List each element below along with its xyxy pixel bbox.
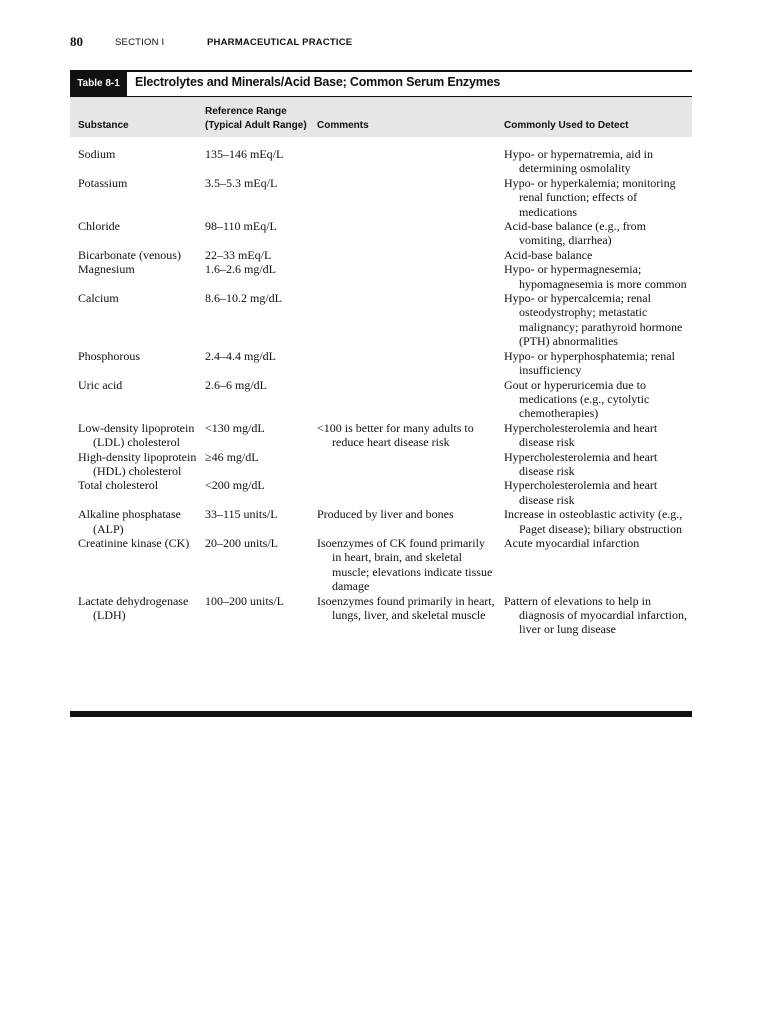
cell-comments (310, 291, 497, 349)
cell-comments (310, 378, 497, 421)
table-row (70, 147, 692, 176)
cell-comments (310, 219, 497, 248)
cell-substance: Total cholesterol (78, 478, 159, 493)
column-header-detect: Commonly Used to Detect (504, 120, 629, 131)
cell-substance: Sodium (78, 147, 116, 161)
cell-detect: Hypercholesterolemia and heart disease risk (504, 449, 658, 478)
cell-reference-range: 1.6–2.6 mg/dL (205, 262, 276, 277)
cell-detect: Hypercholesterolemia and heart disease risk (504, 420, 658, 450)
cell-reference-range: 8.6–10.2 mg/dL (205, 291, 282, 306)
cell-substance: Phosphorous (78, 348, 141, 363)
cell-reference-range: 22–33 mEq/L (205, 247, 272, 262)
cell-comments (310, 349, 497, 378)
cell-reference-range: 98–110 mEq/L (205, 219, 277, 234)
table-body (70, 147, 692, 637)
cell-comments (310, 478, 497, 507)
column-header-substance: Substance (78, 120, 129, 131)
table-row (70, 421, 692, 450)
cell-substance: Creatinine kinase (CK) (78, 535, 190, 550)
cell-reference-range: 3.5–5.3 mEq/L (205, 175, 278, 190)
table-row (70, 536, 692, 594)
table-caption (70, 72, 692, 97)
cell-comments: <100 is better for many adults to reduce heart disease risk (317, 420, 474, 450)
table-number: Table 8-1 (70, 72, 127, 96)
cell-detect: Gout or hyperuricemia due to medications (e.g., cytolytic chemotherapies) (504, 377, 650, 421)
cell-comments (310, 248, 497, 262)
table-row (70, 450, 692, 479)
table-row (70, 378, 692, 421)
section-title: PHARMACEUTICAL PRACTICE (207, 37, 353, 48)
table-header-row (70, 97, 692, 137)
column-header-comments: Comments (317, 120, 369, 131)
cell-detect: Hypo- or hyperphosphatemia; renal insufficiency (504, 348, 675, 378)
table-row (70, 349, 692, 378)
cell-reference-range: 2.6–6 mg/dL (205, 377, 267, 392)
cell-substance: Calcium (78, 291, 119, 306)
cell-substance: Bicarbonate (venous) (78, 247, 181, 262)
cell-reference-range: 2.4–4.4 mg/dL (205, 348, 276, 363)
cell-detect: Acid-base balance (e.g., from vomiting, diarrhea) (504, 219, 646, 248)
cell-reference-range: <200 mg/dL (205, 478, 265, 493)
cell-detect: Increase in osteoblastic activity (e.g., Paget disease); biliary obstruction (504, 507, 683, 536)
cell-detect: Acid-base balance (504, 247, 593, 262)
cell-comments: Isoenzymes of CK found primarily in heart, brain, and skeletal muscle; elevations indicate tissue damage (317, 535, 493, 594)
cell-detect: Acute myocardial infarction (504, 535, 640, 550)
cell-substance: Potassium (78, 175, 128, 190)
section-label: SECTION I (115, 37, 165, 48)
cell-substance: High-density lipoprotein (HDL) cholesterol (78, 449, 197, 478)
table-row (70, 594, 692, 637)
cell-substance: Low-density lipoprotein (LDL) cholesterol (78, 420, 195, 450)
cell-comments: Produced by liver and bones (317, 507, 454, 522)
cell-substance: Magnesium (78, 262, 135, 277)
cell-detect: Pattern of elevations to help in diagnosis of myocardial infarction, liver or lung disease (504, 593, 687, 637)
cell-substance: Alkaline phosphatase (ALP) (78, 507, 181, 536)
cell-reference-range: 100–200 units/L (205, 593, 285, 608)
cell-detect: Hypo- or hyperkalemia; monitoring renal function; effects of medications (504, 175, 676, 219)
cell-detect: Hypo- or hypercalcemia; renal osteodystrophy; metastatic malignancy; parathyroid hormone (PTH) abnormalities (504, 291, 683, 349)
cell-comments (310, 450, 497, 479)
table-title: Electrolytes and Minerals/Acid Base; Common Serum Enzymes (135, 75, 501, 89)
running-head (70, 34, 692, 52)
cell-comments (310, 147, 497, 176)
cell-substance: Uric acid (78, 377, 123, 392)
cell-detect: Hypo- or hypermagnesemia; hypomagnesemia is more common (504, 262, 687, 291)
cell-substance: Lactate dehydrogenase (LDH) (78, 593, 189, 622)
cell-substance: Chloride (78, 219, 120, 234)
table-bottom-rule (70, 711, 692, 717)
cell-reference-range: 135–146 mEq/L (205, 147, 284, 161)
table-row (70, 507, 692, 536)
table-row (70, 291, 692, 349)
cell-comments (310, 262, 497, 291)
table-row (70, 219, 692, 248)
cell-comments (310, 176, 497, 219)
cell-detect: Hypercholesterolemia and heart disease risk (504, 478, 658, 507)
cell-comments: Isoenzymes found primarily in heart, lungs, liver, and skeletal muscle (317, 593, 495, 622)
table-row (70, 478, 692, 507)
cell-reference-range: 20–200 units/L (205, 535, 279, 550)
cell-reference-range: ≥46 mg/dL (205, 449, 259, 464)
cell-detect: Hypo- or hypernatremia, aid in determining osmolality (504, 147, 653, 176)
table-row (70, 248, 692, 262)
column-header-reference-range: Reference Range (Typical Adult Range) (205, 106, 307, 131)
cell-reference-range: <130 mg/dL (205, 420, 265, 435)
table-row (70, 262, 692, 291)
cell-reference-range: 33–115 units/L (205, 507, 278, 522)
table-row (70, 176, 692, 219)
page-number: 80 (70, 34, 83, 49)
